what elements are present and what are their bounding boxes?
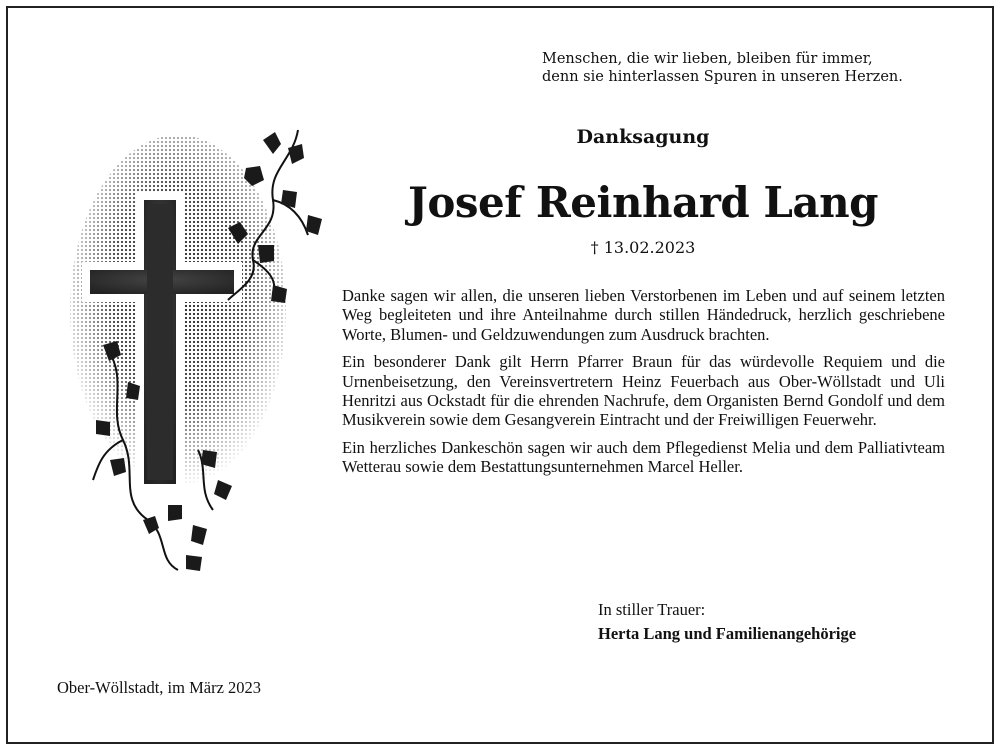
cross-with-ivy-icon [68,120,338,575]
signature-block [598,598,958,646]
place-date: Ober-Wöllstadt, im März 2023 [57,678,262,697]
paragraph-3: Ein herzliches Dankeschön sagen wir auch dem Pflegedienst Melia und dem Palliativteam Wetterau sowie dem Bestattungsunternehmen Marcel Heller. [342,437,945,477]
heading: Danksagung [576,126,710,148]
paragraph-1: Danke sagen wir allen, die unseren lieben Verstorbenen im Leben und auf seinem letzten Weg begleiteten und ihre Anteilnahme durch stillen Händedruck, herzlich geschriebene Worte, Blumen- und Geldzuwendungen zum Ausdruck brachten. [342,286,945,344]
signature-intro: In stiller Trauer: [598,600,706,619]
quote-line-1: Menschen, die wir lieben, bleiben für immer, [542,51,873,67]
memorial-quote [542,50,962,86]
paragraph-2: Ein besonderer Dank gilt Herrn Pfarrer Braun für das würdevolle Requiem und die Urnenbeisetzung, den Vereinsvertretern Heinz Feuerbach aus Ober-Wöllstadt und Uli Henritzi aus Ockstadt für die ehrenden Nachrufe, dem Organisten Bernd Gondolf und dem Musikverein sowie dem Gesangverein Eintracht und der Freiwilligen Feuerwehr. [342,352,945,430]
thanks-text [342,286,945,485]
deceased-name: Josef Reinhard Lang [407,178,879,227]
quote-line-2: denn sie hinterlassen Spuren in unseren Herzen. [542,69,903,85]
signature-family: Herta Lang und Familienangehörige [598,624,857,643]
death-date: † 13.02.2023 [590,238,696,257]
